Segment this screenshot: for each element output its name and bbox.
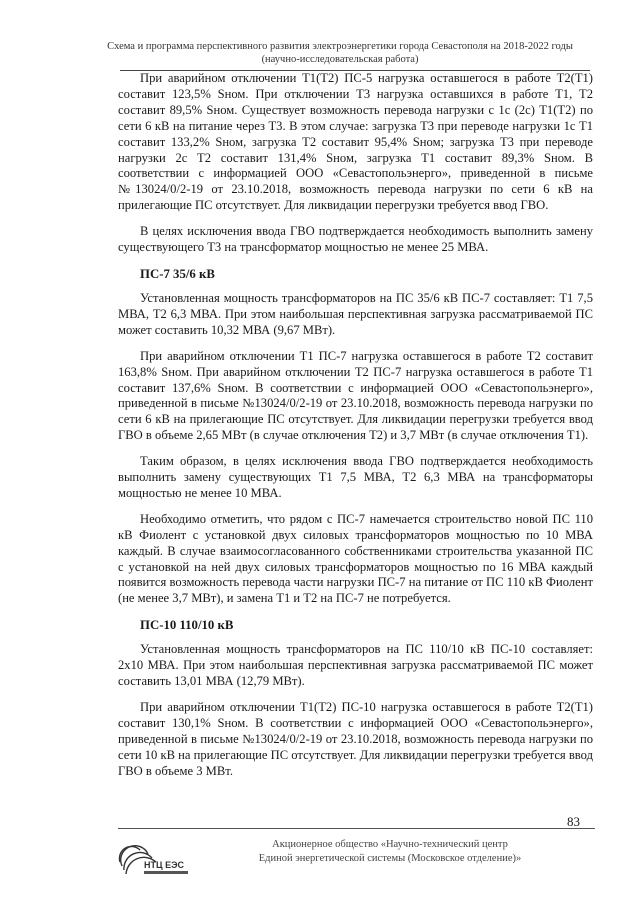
paragraph: При аварийном отключении Т1(Т2) ПС-10 нагрузка оставшегося в работе Т2(Т1) составит 130,1% Sном. В соответствии с информацией ООО «Севастопольэнерго», приведенной в письме №13024/0/2-19 от 23.10.2018, возможность перевода нагрузки по сети 10 кВ на прилегающие ПС отсутствует. Для ликвидации перегрузки требуется ввод ГВО в объеме 3 МВт. [118, 700, 593, 778]
page-header [90, 40, 590, 66]
company-logo [118, 836, 192, 880]
document-body [118, 71, 593, 790]
paragraph: В целях исключения ввода ГВО подтверждается необходимость выполнить замену существующего Т3 на трансформатор мощностью не менее 25 МВА. [118, 224, 593, 255]
logo-text: НТЦ ЕЭС [144, 860, 184, 870]
page-number: 83 [567, 814, 580, 829]
section-heading: ПС-7 35/6 кВ [140, 266, 215, 281]
paragraph: При аварийном отключении Т1 ПС-7 нагрузка оставшегося в работе Т2 составит 163,8% Sном. При аварийном отключении Т2 ПС-7 нагрузка оставшегося в работе Т1 составит 137,6% Sном. В соответствии с информацией ООО «Севастопольэнерго», приведенной в письме №13024/0/2-19 от 23.10.2018, возможность перевода нагрузки по сети 6 кВ на прилегающие ПС отсутствует. Для ликвидации перегрузки требуется ввод ГВО в объеме 2,65 МВт (в случае отключения Т2) и 3,7 МВт (в случае отключения Т1). [118, 348, 593, 443]
footer-line-1: Акционерное общество «Научно-технический центр [272, 839, 508, 850]
section-heading: ПС-10 110/10 кВ [140, 618, 234, 633]
paragraph: Таким образом, в целях исключения ввода ГВО подтверждается необходимость выполнить замену существующих Т1 7,5 МВА, Т2 6,3 МВА на трансформаторы мощностью не менее 10 МВА. [118, 454, 593, 500]
footer-line-2: Единой энергетической системы (Московское отделение)» [258, 852, 522, 864]
header-title: Схема и программа перспективного развития электроэнергетики города Севастополя на 2018-2022 годы [107, 41, 573, 52]
paragraph: Установленная мощность трансформаторов на ПС 35/6 кВ ПС-7 составляет: Т1 7,5 МВА, Т2 6,3 МВА. При этом наибольшая перспективная загрузка рассматриваемой ПС может составить 10,32 МВА (9,67 МВт). [118, 290, 593, 337]
paragraph: При аварийном отключении Т1(Т2) ПС-5 нагрузка оставшегося в работе Т2(Т1) составит 123,5% Sном. При отключении Т3 нагрузка оставшихся в работе Т1, Т2 составит 89,5% Sном. Существует возможность перевода нагрузки с 1с (2с) Т1(Т2) по сети 6 кВ на питание через Т3. В этом случае: загрузка Т3 при переводе нагрузки 1с Т1 составит 133,2% Sном, загрузка Т2 составит 95,4% Sном; загрузка Т3 при переводе нагрузки 2с Т2 составит 131,4% Sном, загрузка Т1 составит 89,3% Sном. В соответствии с информацией ООО «Севастопольэнерго», приведенной в письме №13024/0/2-19 от 23.10.2018, возможность перевода нагрузки по сети 6 кВ на прилегающие ПС отсутствует. Для ликвидации перегрузки требуется ввод ГВО. [118, 71, 593, 213]
paragraph: Необходимо отметить, что рядом с ПС-7 намечается строительство новой ПС 110 кВ Фиолент с установкой двух силовых трансформаторов мощностью по 10 МВА каждый. В случае взаимосогласованного собственниками строительства указанной ПС с установкой на ней двух силовых трансформаторов мощностью по 16 МВА каждый появится возможность перевода части нагрузки ПС-7 на питание от ПС 110 кВ Фиолент (не менее 3,7 МВт), и замена Т1 и Т2 на ПС-7 не потребуется. [118, 511, 593, 606]
footer-divider [118, 828, 595, 829]
header-subtitle: (научно-исследовательская работа) [261, 54, 419, 65]
page-footer [210, 838, 570, 865]
paragraph: Установленная мощность трансформаторов на ПС 110/10 кВ ПС-10 составляет: 2х10 МВА. При этом наибольшая перспективная загрузка рассматриваемой ПС может составить 13,01 МВА (12,79 МВт). [118, 642, 593, 689]
